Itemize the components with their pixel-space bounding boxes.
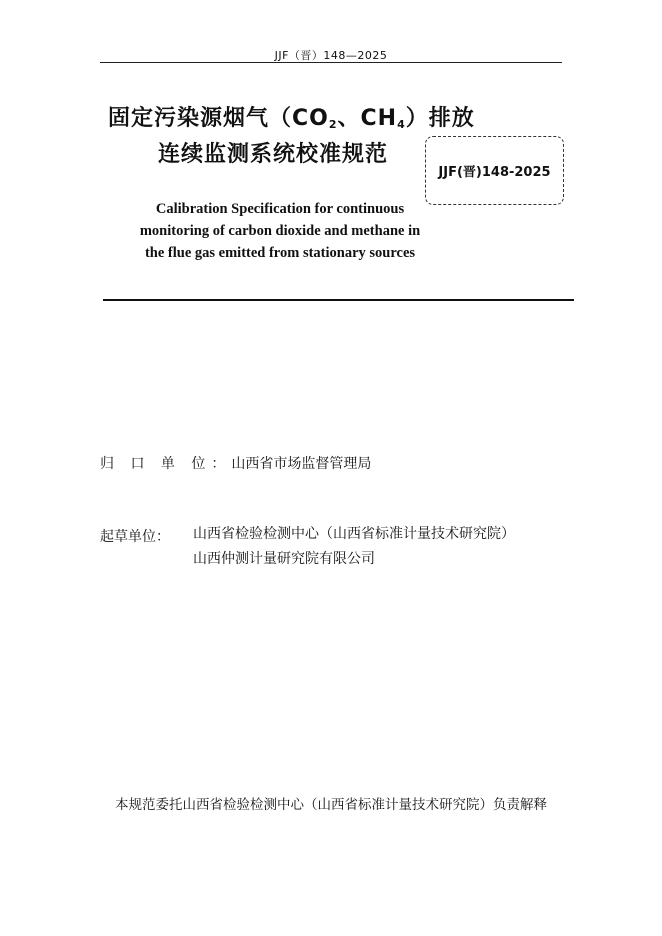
title-middle: 、CH bbox=[337, 106, 398, 131]
chinese-title-line-2: 连续监测系统校准规范 bbox=[158, 142, 389, 167]
chinese-title-line-1 bbox=[108, 101, 475, 132]
header-divider bbox=[100, 62, 562, 63]
english-title bbox=[105, 198, 455, 264]
drafting-units-list bbox=[193, 522, 515, 572]
english-title-line-3: the flue gas emitted from stationary sources bbox=[144, 245, 416, 261]
title-divider bbox=[103, 299, 574, 301]
responsible-unit-value: 山西省市场监督管理局 bbox=[231, 456, 372, 472]
co2-subscript: 2 bbox=[328, 118, 338, 131]
english-title-line-2: monitoring of carbon dioxide and methane in bbox=[139, 223, 421, 239]
specification-code-box bbox=[425, 136, 564, 205]
document-code-header: JJF（晋）148—2025 bbox=[274, 49, 388, 62]
responsible-unit-label: 归 口 单 位： bbox=[100, 456, 232, 472]
drafting-unit-2: 山西仲测计量研究院有限公司 bbox=[193, 551, 375, 567]
title-suffix: ）排放 bbox=[405, 106, 475, 131]
responsible-unit-row bbox=[100, 453, 371, 473]
drafting-unit-1: 山西省检验检测中心（山西省标准计量技术研究院） bbox=[193, 526, 515, 542]
interpretation-note: 本规范委托山西省检验检测中心（山西省标准计量技术研究院）负责解释 bbox=[115, 797, 547, 813]
ch4-subscript: 4 bbox=[397, 118, 406, 131]
english-title-line-1: Calibration Specification for continuous bbox=[155, 201, 405, 217]
specification-code: JJF(晋)148-2025 bbox=[438, 165, 551, 180]
drafting-units-label: 起草单位： bbox=[100, 529, 170, 545]
title-prefix: 固定污染源烟气（CO bbox=[108, 106, 329, 131]
